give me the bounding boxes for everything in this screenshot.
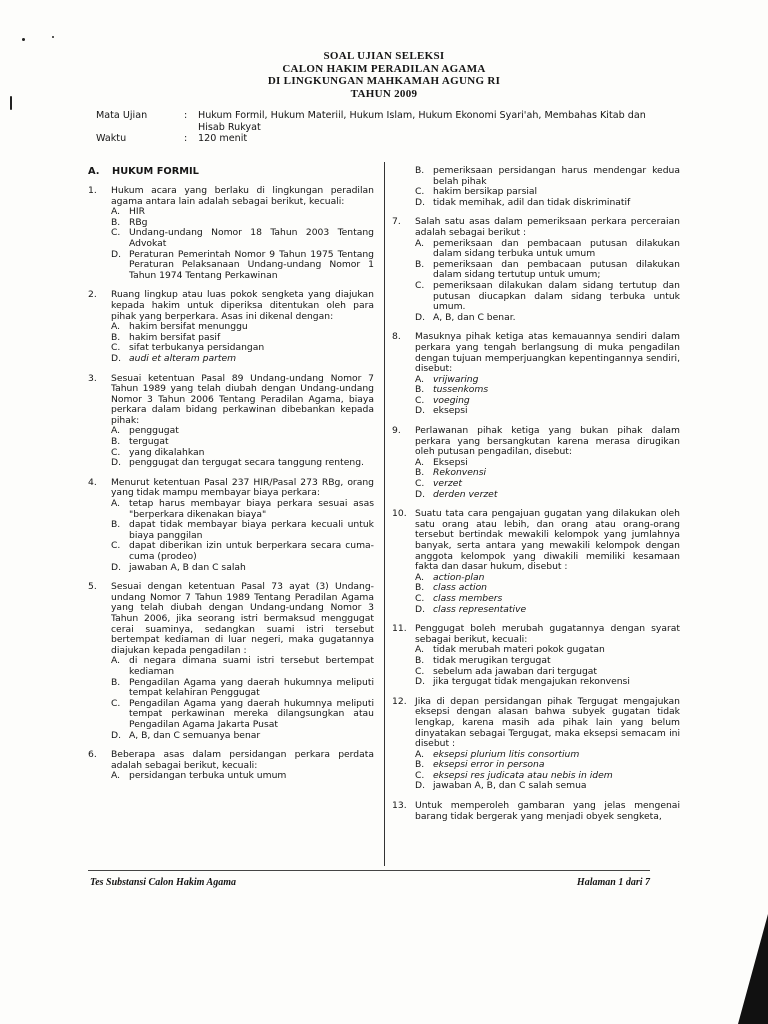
option-text: pemeriksaan dan pembacaan putusan dilakukan dalam sidang terbuka untuk umum [433, 237, 680, 260]
option-text: tidak memihak, adil dan tidak diskriminatif [433, 196, 631, 208]
option-text: penggugat [129, 425, 179, 437]
option-letter: D. [415, 405, 425, 417]
option-text: class action [433, 582, 488, 594]
option-text: tergugat [129, 436, 169, 448]
answer-option [415, 677, 680, 688]
option-letter: C. [415, 478, 425, 490]
question-body [111, 750, 374, 782]
option-text: RBg [129, 216, 148, 228]
question-item [88, 582, 374, 741]
option-letter: D. [415, 603, 425, 615]
option-text: pemeriksaan dilakukan dalam sidang tertutup dan putusan diucapkan dalam sidang terbuka untuk umum. [433, 279, 680, 313]
question-stem: Hukum acara yang berlaku di lingkungan peradilan agama antara lain adalah sebagai berikut, kecuali: [111, 185, 374, 207]
header-line-3: DI LINGKUNGAN MAHKAMAH AGUNG RI [267, 75, 501, 87]
question-number: 5. [88, 581, 97, 593]
option-text: pemeriksaan persidangan harus mendengar kedua belah pihak [433, 165, 680, 187]
option-letter: D. [111, 248, 121, 260]
subject-label: Mata Ujian [96, 110, 148, 121]
option-text: dapat diberikan izin untuk berperkara secara cuma-cuma (prodeo) [129, 540, 374, 562]
question-stem: Salah satu asas dalam pemeriksaan perkara perceraian adalah sebagai berikut : [415, 216, 680, 238]
option-letter: A. [415, 237, 425, 249]
option-letter: D. [415, 311, 425, 323]
option-letter: C. [111, 540, 121, 552]
option-text: pemeriksaan dan pembacaan putusan dilakukan dalam sidang tertutup untuk umum; [433, 258, 680, 281]
option-text: audi et alteram partem [129, 352, 237, 364]
option-text: eksepsi plurium litis consortium [433, 748, 580, 760]
question-body [415, 332, 680, 417]
option-letter: C. [111, 342, 121, 354]
question-stem: Masuknya pihak ketiga atas kemauannya sendiri dalam perkara yang tengah berlangsung di muka pengadilan dengan tujuan memperjuangkan kepentingannya sendiri, disebut: [415, 331, 680, 375]
question-body [111, 478, 374, 573]
option-text: derden verzet [433, 488, 498, 500]
option-letter: B. [111, 331, 121, 343]
question-stem: Beberapa asas dalam persidangan perkara perdata adalah sebagai berikut, kecuali: [111, 749, 374, 771]
answer-option [111, 250, 374, 282]
page-number: Halaman 1 dari 7 [576, 877, 650, 888]
scan-speck [52, 36, 54, 38]
option-letter: C. [415, 769, 425, 781]
option-text: hakim bersifat pasif [129, 331, 221, 343]
question-body [415, 624, 680, 688]
answer-option [111, 656, 374, 677]
option-letter: A. [415, 456, 425, 468]
question-body [415, 426, 680, 500]
time-label: Waktu [96, 133, 127, 144]
option-letter: B. [415, 384, 425, 396]
time-colon: : [184, 133, 188, 144]
question-item [392, 217, 680, 323]
question-item [392, 697, 680, 792]
question-number: 13. [392, 800, 407, 812]
option-letter: A. [415, 571, 425, 583]
option-letter: A. [415, 373, 425, 385]
question-item [88, 290, 374, 364]
option-text: vrijwaring [433, 373, 479, 385]
footer-rule [88, 870, 650, 871]
option-letter: C. [415, 186, 425, 198]
answer-option [415, 406, 680, 417]
option-text: jawaban A, B dan C salah [129, 561, 246, 573]
answer-option [111, 207, 374, 218]
question-number: 10. [392, 508, 407, 520]
option-letter: B. [415, 165, 425, 176]
option-letter: D. [111, 729, 121, 741]
option-text: Peraturan Pemerintah Nomor 9 Tahun 1975 Tentang Peraturan Pelaksanaan Undang-undang Nomor 1 Tahun 1974 Tentang Perkawinan [129, 248, 374, 281]
answer-option [111, 699, 374, 731]
scan-mark [10, 96, 12, 110]
section-letter: A. [88, 166, 100, 177]
option-text: eksepsi res judicata atau nebis in idem [433, 769, 613, 781]
answer-option [111, 499, 374, 520]
answer-option [415, 490, 680, 501]
question-number: 8. [392, 331, 401, 343]
question-number: 1. [88, 185, 97, 196]
option-letter: B. [415, 258, 425, 270]
option-letter: D. [415, 780, 425, 792]
question-number: 4. [88, 476, 97, 488]
option-letter: B. [415, 654, 425, 666]
subject-colon: : [184, 110, 188, 121]
question-item [392, 426, 680, 500]
question-stem: Ruang lingkup atau luas pokok sengketa yang diajukan kepada hakim untuk diperiksa ditentukan oleh para pihak yang berperkara. Asas ini dikenal dengan: [111, 289, 374, 322]
header-line-1: SOAL UJIAN SELEKSI [323, 50, 445, 62]
option-text: eksepsi [433, 405, 468, 417]
question-number: 7. [392, 216, 401, 228]
option-letter: C. [415, 592, 425, 604]
answer-option [111, 354, 374, 365]
answer-option [111, 228, 374, 249]
left-column [88, 166, 374, 791]
answer-option [415, 594, 680, 605]
option-letter: B. [111, 436, 121, 448]
question-item [88, 478, 374, 573]
option-text: hakim bersifat menunggu [129, 321, 248, 333]
option-text: yang dikalahkan [129, 446, 205, 458]
question-stem: Sesuai ketentuan Pasal 89 Undang-undang Nomor 7 Tahun 1989 yang telah diubah dengan Undang-undang Nomor 3 Tahun 2006 Tentang Peradilan Agama, biaya perkara dalam bidang perkawinan dibebankan kepada pihak: [111, 372, 374, 426]
section-title: HUKUM FORMIL [112, 166, 199, 177]
option-text: class representative [433, 603, 527, 615]
option-letter: C. [415, 279, 425, 291]
question-item [392, 509, 680, 615]
option-letter: A. [415, 748, 425, 760]
option-letter: C. [415, 394, 425, 406]
answer-option [111, 520, 374, 541]
option-letter: B. [415, 582, 425, 594]
option-letter: B. [415, 759, 425, 771]
option-letter: C. [415, 665, 425, 677]
answer-option [415, 605, 680, 616]
question-number: 2. [88, 289, 97, 301]
option-text: tetap harus membayar biaya perkara sesuai asas "berperkara dikenakan biaya" [129, 498, 374, 520]
option-text: penggugat dan tergugat secara tanggung renteng. [129, 457, 364, 469]
question-item [88, 750, 374, 782]
option-letter: D. [111, 457, 121, 469]
option-text: di negara dimana suami istri tersebut bertempat kediaman [129, 655, 374, 677]
option-letter: B. [415, 467, 425, 479]
option-text: hakim bersikap parsial [433, 186, 538, 198]
answer-option [415, 313, 680, 324]
answer-option [111, 563, 374, 574]
subject-value: Hukum Formil, Hukum Materiil, Hukum Islam, Hukum Ekonomi Syari'ah, Membahas Kitab dan Hisab Rukyat [198, 110, 646, 133]
answer-option [415, 781, 680, 792]
option-text: Pengadilan Agama yang daerah hukumnya meliputi tempat kelahiran Penggugat [129, 676, 374, 699]
answer-option [415, 166, 680, 187]
question-item [392, 624, 680, 688]
answer-option [111, 541, 374, 562]
option-letter: D. [415, 196, 425, 208]
option-text: Eksepsi [433, 456, 468, 468]
option-text: dapat tidak membayar biaya perkara kecuali untuk biaya panggilan [129, 519, 374, 541]
option-letter: A. [111, 321, 121, 333]
question-body [111, 290, 374, 364]
answer-option [111, 458, 374, 469]
question-body [111, 374, 374, 469]
question-item [88, 186, 374, 281]
question-number: 6. [88, 749, 97, 761]
question-body [415, 801, 680, 822]
question-number: 3. [88, 372, 97, 384]
header-line-4: TAHUN 2009 [350, 87, 418, 100]
question-number: 12. [392, 695, 407, 707]
option-letter: A. [111, 655, 121, 667]
option-text: class members [433, 592, 503, 604]
footer-title: Tes Substansi Calon Hakim Agama [90, 877, 236, 888]
left-question-list [88, 186, 374, 782]
option-letter: C. [111, 697, 121, 709]
option-letter: A. [111, 770, 121, 782]
document-header [0, 50, 768, 100]
question-stem: Suatu tata cara pengajuan gugatan yang dilakukan oleh satu orang atau lebih, dan orang atau orang-orang tersebut bertindak mewakili kelompok yang jumlahnya banyak, serta antara yang mewakili kelompok dengan anggota kelompok yang diwakili memiliki kesamaan fakta dan dasar hukum, disebut : [415, 508, 680, 573]
right-column [392, 166, 680, 831]
subject-row [96, 110, 656, 133]
option-letter: B. [111, 216, 121, 228]
option-text: persidangan terbuka untuk umum [129, 770, 287, 782]
option-letter: A. [111, 206, 121, 218]
option-text: sifat terbukanya persidangan [129, 342, 265, 354]
option-text: voeging [433, 394, 470, 406]
question-stem: Sesuai dengan ketentuan Pasal 73 ayat (3) Undang-undang Nomor 7 Tahun 1989 Tentang Peradilan Agama yang telah diubah dengan Undang-undang Nomor 3 Tahun 2006, jika seorang istri bermaksud menggugat cerai suaminya, sedangkan suami istri tersebut bertempat kediaman di luar negeri, maka gugatannya diajukan kepada pengadilan : [111, 581, 374, 656]
option-text: Pengadilan Agama yang daerah hukumnya meliputi tempat perkawinan mereka dilangsungkan atau Pengadilan Agama Jakarta Pusat [129, 697, 374, 730]
answer-option [415, 281, 680, 313]
question-stem: Menurut ketentuan Pasal 237 HIR/Pasal 273 RBg, orang yang tidak mampu membayar biaya perkara: [111, 476, 374, 499]
question-stem: Penggugat boleh merubah gugatannya dengan syarat sebagai berikut, kecuali: [415, 623, 680, 645]
answer-option [415, 239, 680, 260]
option-letter: B. [111, 519, 121, 531]
right-question-list [392, 217, 680, 822]
column-divider [384, 162, 385, 866]
question-body [415, 697, 680, 792]
option-letter: A. [415, 644, 425, 656]
exam-meta [96, 110, 656, 145]
option-letter: A. [111, 498, 121, 510]
section-heading [88, 166, 374, 177]
question-body [415, 217, 680, 323]
question-body [415, 509, 680, 615]
option-letter: B. [111, 676, 121, 688]
option-text: action-plan [433, 571, 485, 583]
header-line-2: CALON HAKIM PERADILAN AGAMA [282, 62, 486, 75]
option-letter: D. [415, 488, 425, 500]
question-item [392, 801, 680, 822]
question-body [111, 186, 374, 281]
option-text: Rekonvensi [433, 467, 487, 479]
answer-option [415, 198, 680, 209]
answer-option [111, 731, 374, 742]
option-letter: C. [111, 446, 121, 458]
answer-option [415, 656, 680, 667]
time-value: 120 menit [198, 133, 248, 144]
question-stem: Perlawanan pihak ketiga yang bukan pihak dalam perkara yang bersangkutan karena merasa dirugikan oleh putusan pengadilan, disebut: [415, 425, 680, 458]
question-item [392, 332, 680, 417]
answer-option [111, 771, 374, 782]
option-text: sebelum ada jawaban dari tergugat [433, 665, 598, 677]
option-text: eksepsi error in persona [433, 759, 545, 771]
option-letter: D. [415, 676, 425, 688]
answer-option [415, 260, 680, 281]
option-text: tidak merugikan tergugat [433, 654, 551, 666]
option-text: jika tergugat tidak mengajukan rekonvensi [433, 676, 630, 688]
question-item [88, 374, 374, 469]
scan-speck [22, 38, 25, 41]
question-body [111, 582, 374, 741]
option-text: A, B, dan C semuanya benar [129, 729, 261, 741]
option-text: tidak merubah materi pokok gugatan [433, 644, 605, 656]
option-letter: A. [111, 425, 121, 437]
question-number: 11. [392, 623, 407, 635]
option-text: A, B, dan C benar. [433, 311, 516, 323]
question-6-continued [415, 166, 680, 208]
question-number: 9. [392, 425, 401, 437]
question-stem: Jika di depan persidangan pihak Tergugat mengajukan eksepsi dengan alasan bahwa subyek gugatan tidak lengkap, karena masih ada pihak lain yang belum dinyatakan sebagai Tergugat, maka eksepsi semacam ini disebut : [415, 695, 680, 750]
scan-corner-shadow [738, 914, 768, 1024]
option-text: verzet [433, 478, 462, 490]
option-letter: D. [111, 352, 121, 364]
option-letter: D. [111, 561, 121, 573]
option-text: HIR [129, 206, 146, 218]
time-row [96, 133, 656, 145]
option-text: tussenkoms [433, 384, 489, 396]
question-stem: Untuk memperoleh gambaran yang jelas mengenai barang tidak bergerak yang menjadi obyek sengketa, [415, 800, 680, 822]
option-text: jawaban A, B, dan C salah semua [433, 780, 587, 792]
answer-option [111, 678, 374, 699]
option-text: Undang-undang Nomor 18 Tahun 2003 Tentang Advokat [129, 227, 374, 249]
option-letter: C. [111, 227, 121, 239]
page-footer [90, 877, 650, 888]
